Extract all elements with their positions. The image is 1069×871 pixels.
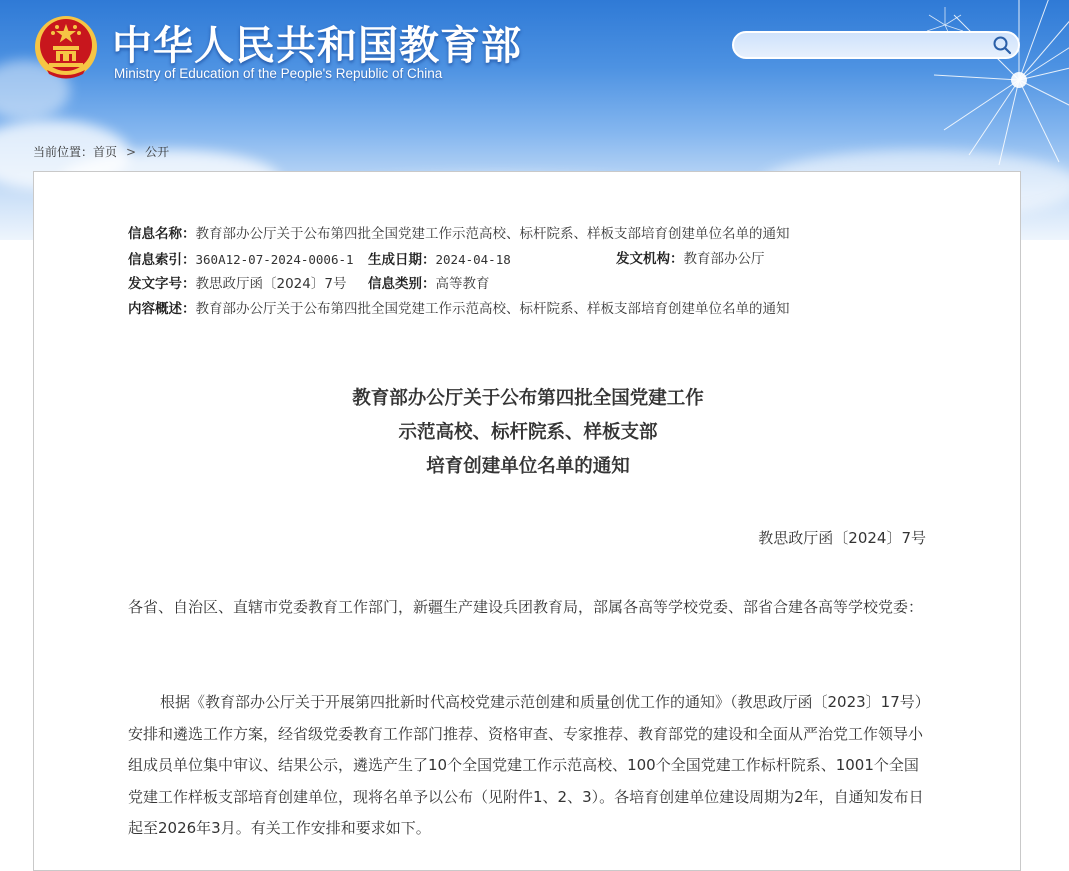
meta-row-index <box>128 247 948 272</box>
meta-label: 信息索引： <box>128 252 196 268</box>
breadcrumb-prefix: 当前位置： <box>33 145 94 159</box>
meta-row-summary <box>128 297 948 322</box>
breadcrumb <box>33 143 169 160</box>
info-meta-table <box>128 222 948 322</box>
meta-docno: 教思政厅函〔2024〕7号 <box>195 276 347 292</box>
breadcrumb-separator: > <box>126 145 137 159</box>
meta-label: 信息名称： <box>128 226 196 242</box>
meta-info-name: 教育部办公厅关于公布第四批全国党建工作示范高校、标杆院系、样板支部培育创建单位名单的通知 <box>195 226 790 242</box>
breadcrumb-public-link[interactable]: 公开 <box>145 145 170 159</box>
meta-issuer: 教育部办公厅 <box>683 251 765 267</box>
national-emblem-icon <box>33 14 99 82</box>
document-title-line: 培育创建单位名单的通知 <box>426 456 630 477</box>
body-paragraph: 根据《教育部办公厅关于开展第四批新时代高校党建示范创建和质量创优工作的通知》（教思政厅函〔2023〕17号）安排和遴选工作方案，经省级党委教育工作部门推荐、资格审查、专家推荐、教育部党的建设和全面从严治党工作领导小组成员单位集中审议、结果公示，遴选产生了10个全国党建工作示范高校、100个全国党建工作标杆院系、1001个全国党建工作样板支部培育创建单位，现将名单予以公布（见附件1、2、3）。各培育创建单位建设周期为2年，自通知发布日起至2026年3月。有关工作安排和要求如下。 <box>128 693 924 837</box>
document-title-line: 教育部办公厅关于公布第四批全国党建工作 <box>352 388 704 409</box>
document-number: 教思政厅函〔2024〕7号 <box>758 529 926 547</box>
search-input[interactable] <box>746 36 990 56</box>
meta-label: 生成日期： <box>368 252 436 268</box>
meta-category: 高等教育 <box>435 276 490 292</box>
meta-index: 360A12-07-2024-0006-1 <box>195 252 354 267</box>
meta-label: 内容概述： <box>128 301 196 317</box>
document-title <box>34 382 1022 484</box>
breadcrumb-home-link[interactable]: 首页 <box>93 145 118 159</box>
content-panel <box>33 171 1021 871</box>
addressee-paragraph: 各省、自治区、直辖市党委教育工作部门，新疆生产建设兵团教育局，部属各高等学校党委、部省合建各高等学校党委： <box>128 598 924 616</box>
meta-row-name <box>128 222 948 247</box>
meta-row-docno <box>128 272 948 297</box>
search-icon[interactable] <box>992 35 1012 55</box>
search-box <box>732 31 1020 59</box>
meta-label: 发文机构： <box>616 251 684 267</box>
meta-label: 信息类别： <box>368 276 436 292</box>
site-title[interactable]: 中华人民共和国教育部 <box>112 23 522 69</box>
meta-summary: 教育部办公厅关于公布第四批全国党建工作示范高校、标杆院系、样板支部培育创建单位名单的通知 <box>195 301 790 317</box>
document-title-line: 示范高校、标杆院系、样板支部 <box>398 422 658 443</box>
meta-date: 2024-04-18 <box>435 252 511 267</box>
site-subtitle: Ministry of Education of the People's Republic of China <box>114 66 443 81</box>
meta-label: 发文字号： <box>128 276 196 292</box>
